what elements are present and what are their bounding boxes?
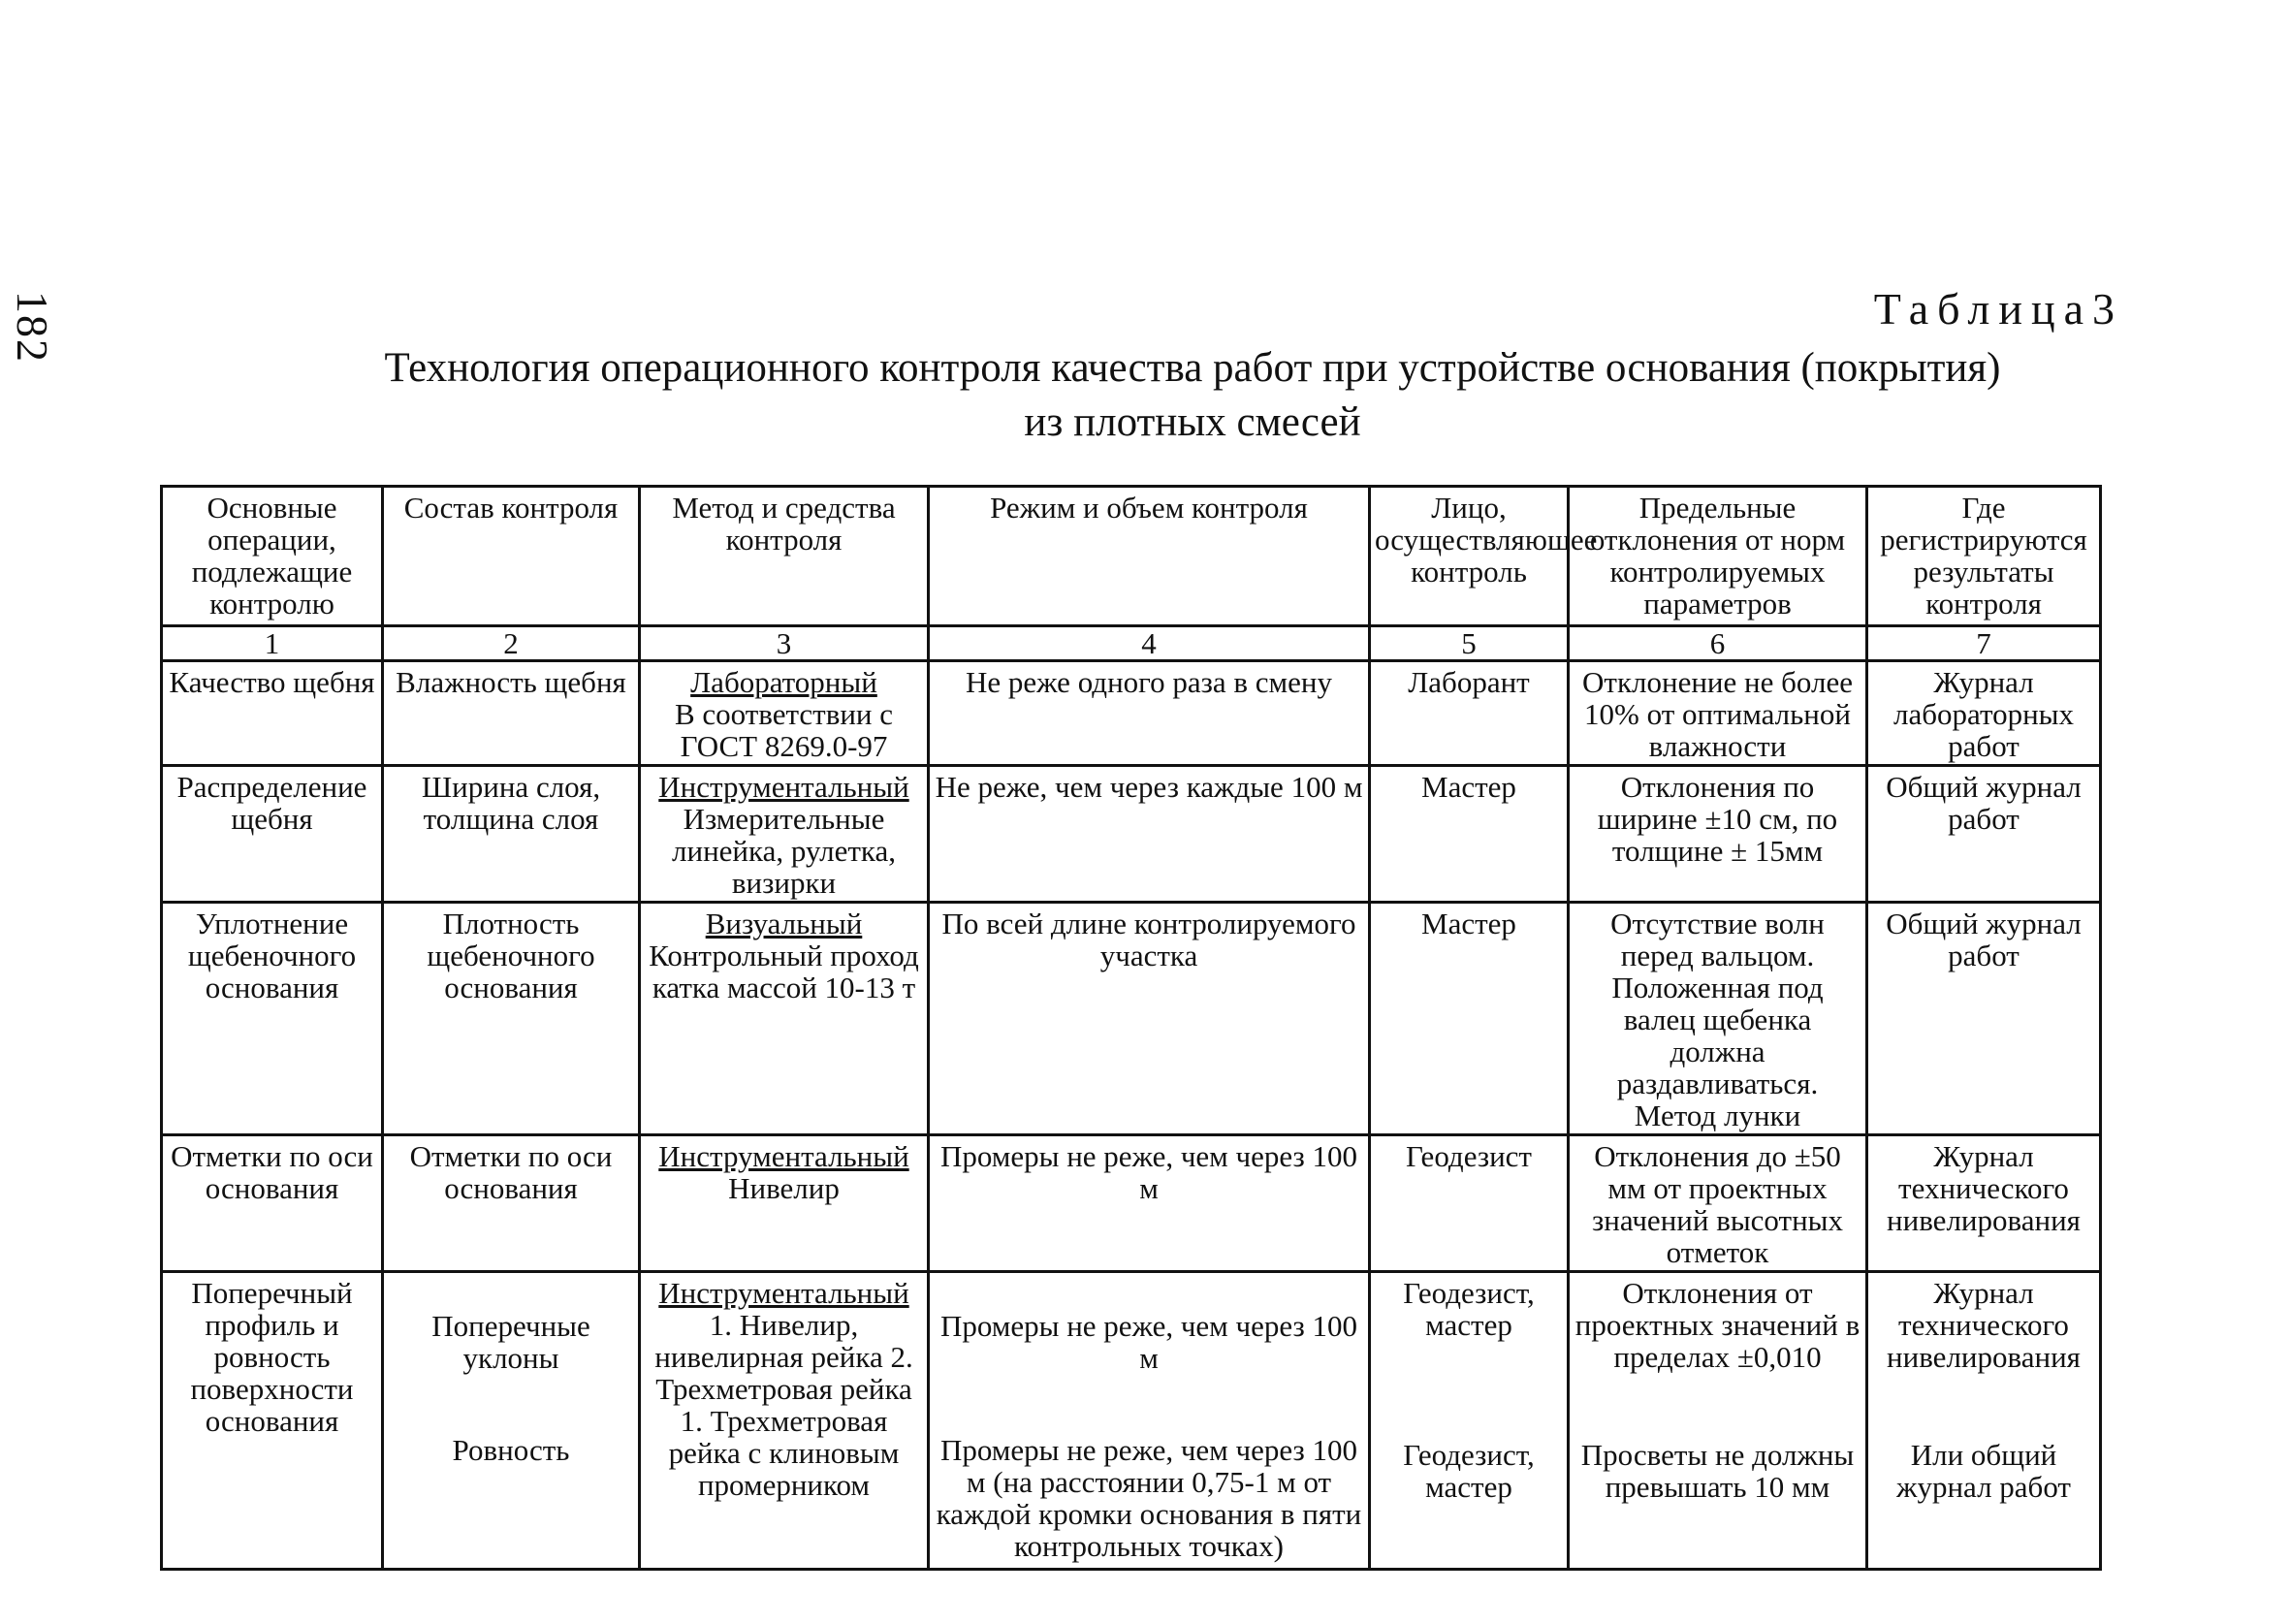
operation-cell: Отметки по оси основания bbox=[162, 1135, 383, 1272]
register-evenness: Или общий журнал работ bbox=[1896, 1438, 2071, 1504]
method-means-slopes: 1. Нивелир, нивелирная рейка 2. Трехметровая рейка bbox=[654, 1308, 913, 1406]
mode-cell: Промеры не реже, чем через 100 м bbox=[929, 1135, 1370, 1272]
register-cell: Журнал технического нивелирования bbox=[1867, 1135, 2101, 1272]
deviation-cell: Отклонение не более 10% от оптимальной влажности bbox=[1569, 661, 1867, 766]
composition-slopes: Поперечные уклоны bbox=[431, 1309, 590, 1375]
method-means-evenness: 1. Трехметровая рейка с клиновым промерником bbox=[668, 1404, 900, 1502]
register-cell: Общий журнал работ bbox=[1867, 766, 2101, 903]
person-cell: Мастер bbox=[1370, 766, 1569, 903]
composition-cell: Отметки по оси основания bbox=[383, 1135, 640, 1272]
register-cell: Журнал лабораторных работ bbox=[1867, 661, 2101, 766]
column-number: 2 bbox=[383, 626, 640, 661]
composition-cell: Плотность щебеночного основания bbox=[383, 903, 640, 1135]
method-name: Инструментальный bbox=[658, 1139, 909, 1173]
deviation-cell: Отсутствие волн перед вальцом. Положенная под валец щебенка должна раздавливаться. Метод лунки bbox=[1569, 903, 1867, 1135]
mode-evenness: Промеры не реже, чем через 100 м (на расстоянии 0,75-1 м от каждой кромки основания в пяти контрольных точках) bbox=[936, 1433, 1362, 1563]
title-line-2: из плотных смесей bbox=[1024, 399, 1361, 445]
register-cell: Общий журнал работ bbox=[1867, 903, 2101, 1135]
method-name: Инструментальный bbox=[658, 770, 909, 804]
operation-cell: Распределение щебня bbox=[162, 766, 383, 903]
composition-cell bbox=[383, 1272, 640, 1570]
table-row bbox=[162, 766, 2101, 903]
method-cell bbox=[640, 1135, 929, 1272]
deviation-evenness: Просветы не должны превышать 10 мм bbox=[1580, 1438, 1855, 1504]
table-row bbox=[162, 903, 2101, 1135]
method-means: Нивелир bbox=[728, 1171, 840, 1205]
method-cell bbox=[640, 766, 929, 903]
operation-cell: Поперечный профиль и ровность поверхности основания bbox=[162, 1272, 383, 1570]
method-cell bbox=[640, 661, 929, 766]
table-row bbox=[162, 661, 2101, 766]
header-cell: Режим и объем контроля bbox=[929, 487, 1370, 626]
person-cell: Мастер bbox=[1370, 903, 1569, 1135]
table-row bbox=[162, 1135, 2101, 1272]
header-cell: Предельные отклонения от норм контролируемых параметров bbox=[1569, 487, 1867, 626]
mode-slopes: Промеры не реже, чем через 100 м bbox=[939, 1309, 1358, 1375]
method-cell bbox=[640, 1272, 929, 1570]
header-cell: Основные операции, подлежащие контролю bbox=[162, 487, 383, 626]
method-means: В соответствии с ГОСТ 8269.0-97 bbox=[674, 697, 894, 763]
column-number-row bbox=[162, 626, 2101, 661]
method-name: Визуальный bbox=[705, 907, 863, 940]
person-slopes: Геодезист, мастер bbox=[1403, 1276, 1535, 1342]
method-cell bbox=[640, 903, 929, 1135]
person-cell: Геодезист bbox=[1370, 1135, 1569, 1272]
method-name: Лабораторный bbox=[690, 665, 877, 699]
register-slopes: Журнал технического нивелирования bbox=[1887, 1276, 2081, 1374]
method-means: Измерительные линейка, рулетка, визирки bbox=[672, 802, 896, 900]
method-means: Контрольный проход катка массой 10-13 т bbox=[649, 939, 919, 1004]
table-label: Таблица3 bbox=[1873, 284, 2123, 334]
column-number: 5 bbox=[1370, 626, 1569, 661]
column-number: 3 bbox=[640, 626, 929, 661]
person-cell: Лаборант bbox=[1370, 661, 1569, 766]
mode-cell bbox=[929, 1272, 1370, 1570]
composition-cell: Ширина слоя, толщина слоя bbox=[383, 766, 640, 903]
person-evenness: Геодезист, мастер bbox=[1403, 1438, 1535, 1504]
column-number: 7 bbox=[1867, 626, 2101, 661]
operation-cell: Качество щебня bbox=[162, 661, 383, 766]
person-cell bbox=[1370, 1272, 1569, 1570]
deviation-cell: Отклонения по ширине ±10 см, по толщине ± 15мм bbox=[1569, 766, 1867, 903]
column-number: 4 bbox=[929, 626, 1370, 661]
header-cell: Лицо, осуществляющее контроль bbox=[1370, 487, 1569, 626]
page-number: 182 bbox=[8, 291, 57, 364]
mode-cell: Не реже одного раза в смену bbox=[929, 661, 1370, 766]
column-number: 6 bbox=[1569, 626, 1867, 661]
deviation-cell bbox=[1569, 1272, 1867, 1570]
header-cell: Где регистрируются результаты контроля bbox=[1867, 487, 2101, 626]
deviation-cell: Отклонения до ±50 мм от проектных значений высотных отметок bbox=[1569, 1135, 1867, 1272]
composition-cell: Влажность щебня bbox=[383, 661, 640, 766]
table-row bbox=[162, 1272, 2101, 1570]
mode-cell: По всей длине контролируемого участка bbox=[929, 903, 1370, 1135]
header-cell: Метод и средства контроля bbox=[640, 487, 929, 626]
header-row bbox=[162, 487, 2101, 626]
method-name: Инструментальный bbox=[658, 1276, 909, 1310]
header-cell: Состав контроля bbox=[383, 487, 640, 626]
title-line-1: Технология операционного контроля качества работ при устройстве основания (покрытия) bbox=[384, 345, 2001, 391]
column-number: 1 bbox=[162, 626, 383, 661]
control-table bbox=[160, 485, 2102, 1571]
deviation-slopes: Отклонения от проектных значений в пределах ±0,010 bbox=[1574, 1276, 1861, 1374]
composition-evenness: Ровность bbox=[452, 1433, 570, 1467]
register-cell bbox=[1867, 1272, 2101, 1570]
mode-cell: Не реже, чем через каждые 100 м bbox=[929, 766, 1370, 903]
table-title bbox=[291, 341, 2094, 450]
operation-cell: Уплотнение щебеночного основания bbox=[162, 903, 383, 1135]
